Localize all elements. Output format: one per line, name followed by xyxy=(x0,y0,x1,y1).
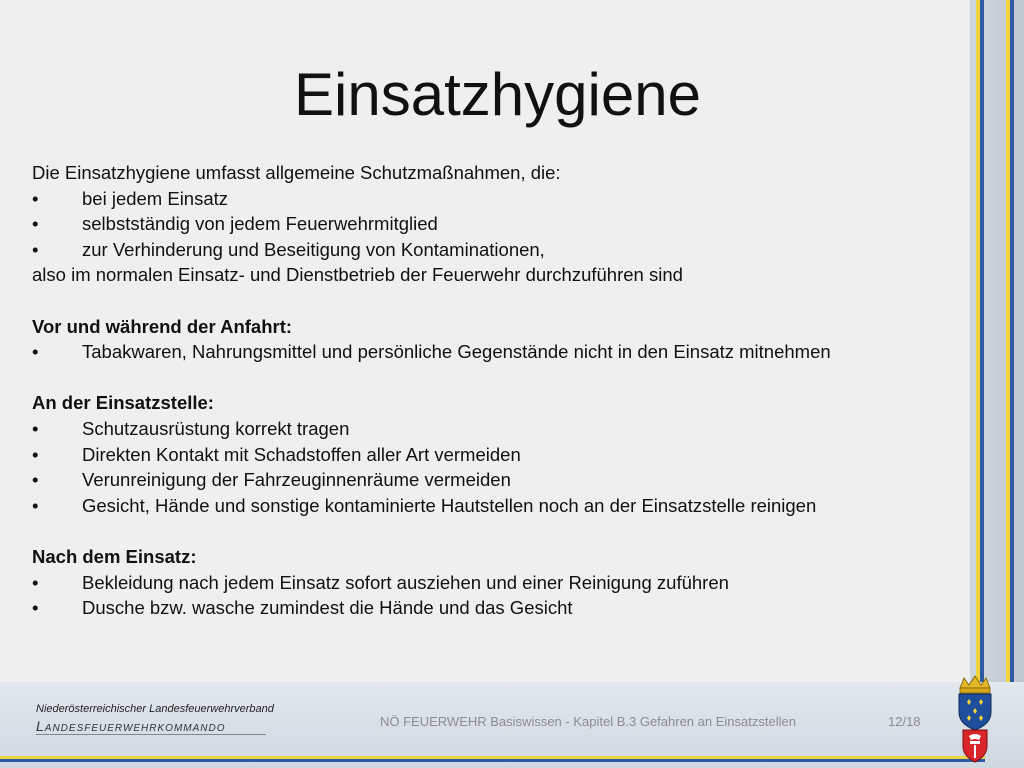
spacer xyxy=(32,288,962,314)
command-name: Landesfeuerwehrkommando xyxy=(36,718,226,734)
bullet-symbol: • xyxy=(32,213,39,235)
bullet-symbol: • xyxy=(32,341,39,363)
list-item xyxy=(32,493,962,519)
bullet-symbol: • xyxy=(32,238,39,260)
section-heading-incident-site: An der Einsatzstelle: xyxy=(32,392,214,414)
list-item-text: selbstständig von jedem Feuerwehrmitglied xyxy=(82,213,438,235)
list-item xyxy=(32,595,962,621)
list-item xyxy=(32,186,962,212)
list-item xyxy=(32,416,962,442)
page-number: 12/18 xyxy=(888,714,921,729)
intro-outro-text: also im normalen Einsatz- und Dienstbetrieb der Feuerwehr durchzuführen sind xyxy=(32,264,683,286)
list-item-text: zur Verhinderung und Beseitigung von Kontaminationen, xyxy=(82,238,545,260)
bullet-symbol: • xyxy=(32,187,39,209)
list-item xyxy=(32,570,962,596)
command-underline xyxy=(36,734,266,735)
list-item xyxy=(32,467,962,493)
blue-vertical-stripe-2 xyxy=(1010,0,1014,768)
list-item xyxy=(32,442,962,468)
section-heading-arrival: Vor und während der Anfahrt: xyxy=(32,315,293,337)
list-item xyxy=(32,211,962,237)
bullet-symbol: • xyxy=(32,443,39,465)
list-item-text: Verunreinigung der Fahrzeuginnenräume vermeiden xyxy=(82,469,511,491)
list-item-text: Schutzausrüstung korrekt tragen xyxy=(82,417,350,439)
spacer xyxy=(32,365,962,391)
organization-name: Niederösterreichischer Landesfeuerwehrverband xyxy=(36,703,274,715)
list-item-text: Dusche bzw. wasche zumindest die Hände und das Gesicht xyxy=(82,597,573,619)
list-item xyxy=(32,339,962,365)
list-item-text: Tabakwaren, Nahrungsmittel und persönliche Gegenstände nicht in den Einsatz mitnehmen xyxy=(82,341,831,363)
course-title: NÖ FEUERWEHR Basiswissen - Kapitel B.3 Gefahren an Einsatzstellen xyxy=(380,714,796,729)
bullet-symbol: • xyxy=(32,417,39,439)
bullet-symbol: • xyxy=(32,469,39,491)
bullet-symbol: • xyxy=(32,571,39,593)
slide-content xyxy=(32,160,962,621)
section-heading-after-incident: Nach dem Einsatz: xyxy=(32,545,197,567)
bullet-symbol: • xyxy=(32,597,39,619)
list-item-text: Bekleidung nach jedem Einsatz sofort ausziehen und einer Reinigung zuführen xyxy=(82,571,729,593)
blue-horizontal-stripe xyxy=(0,759,985,762)
list-item-text: Gesicht, Hände und sonstige kontaminierte Hautstellen noch an der Einsatzstelle reinigen xyxy=(82,494,817,516)
list-item-text: bei jedem Einsatz xyxy=(82,187,229,209)
bullet-symbol: • xyxy=(32,494,39,516)
slide-title: Einsatzhygiene xyxy=(294,61,701,128)
list-item xyxy=(32,237,962,263)
spacer xyxy=(32,518,962,544)
lower-austria-coat-of-arms-fire-brigade-icon xyxy=(950,674,1000,764)
list-item-text: Direkten Kontakt mit Schadstoffen aller Art vermeiden xyxy=(82,443,521,465)
intro-text: Die Einsatzhygiene umfasst allgemeine Schutzmaßnahmen, die: xyxy=(32,162,561,183)
